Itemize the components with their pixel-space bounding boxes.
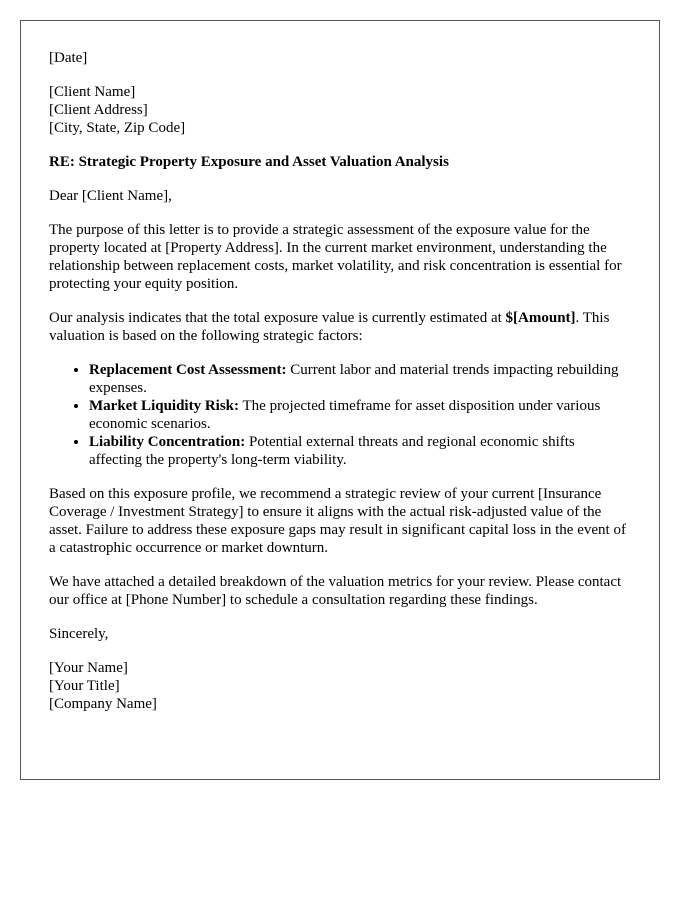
recipient-city-line: [City, State, Zip Code] [49,120,186,136]
subject-line: RE: Strategic Property Exposure and Asset Valuation Analysis [49,154,449,170]
factor-text: Current labor and material trends impacting rebuilding expenses. [89,362,619,396]
factor-item-replacement-cost [89,361,631,397]
letter-page [20,20,660,780]
factor-item-liability-concentration [89,433,631,469]
recipient-address-line: [Client Address] [49,102,148,118]
signer-name: [Your Name] [49,660,128,676]
factor-list [49,361,631,469]
signer-company: [Company Name] [49,696,157,712]
recipient-address [49,83,631,137]
date-line [49,49,631,67]
analysis-text-before: Our analysis indicates that the total exposure value is currently estimated at [49,310,506,326]
analysis-text-after: . This valuation is based on the following strategic factors: [49,310,610,344]
paragraph-analysis [49,309,631,345]
paragraph-recommendation: Based on this exposure profile, we recommend a strategic review of your current [Insurance Coverage / Investment Strategy] to ensure it aligns with the actual risk-adjusted value of the asset. Failure to address these exposure gaps may result in significant capital loss in the event of a catastrophic occurrence or market downturn. [49,486,626,556]
paragraph-contact: We have attached a detailed breakdown of the valuation metrics for your review. Please contact our office at [Phone Number] to schedule a consultation regarding these findings. [49,574,622,608]
salutation: Dear [Client Name], [49,188,172,204]
factor-text: The projected timeframe for asset disposition under various economic scenarios. [89,398,601,432]
date: [Date] [49,50,88,66]
signer-title: [Your Title] [49,678,120,694]
factor-text: Potential external threats and regional economic shifts affecting the property's long-term viability. [89,434,575,468]
exposure-amount: $[Amount] [505,310,576,326]
paragraph-purpose: The purpose of this letter is to provide a strategic assessment of the exposure value for the property located at [Property Address]. In the current market environment, understanding the relationship between replacement costs, market volatility, and risk concentration is essential for protecting your equity position. [49,222,622,292]
factor-item-market-liquidity [89,397,631,433]
factor-title: Market Liquidity Risk: [89,398,240,414]
factor-title: Replacement Cost Assessment: [89,362,287,378]
signature-block [49,659,631,713]
closing: Sincerely, [49,626,109,642]
recipient-name: [Client Name] [49,84,136,100]
factor-title: Liability Concentration: [89,434,246,450]
